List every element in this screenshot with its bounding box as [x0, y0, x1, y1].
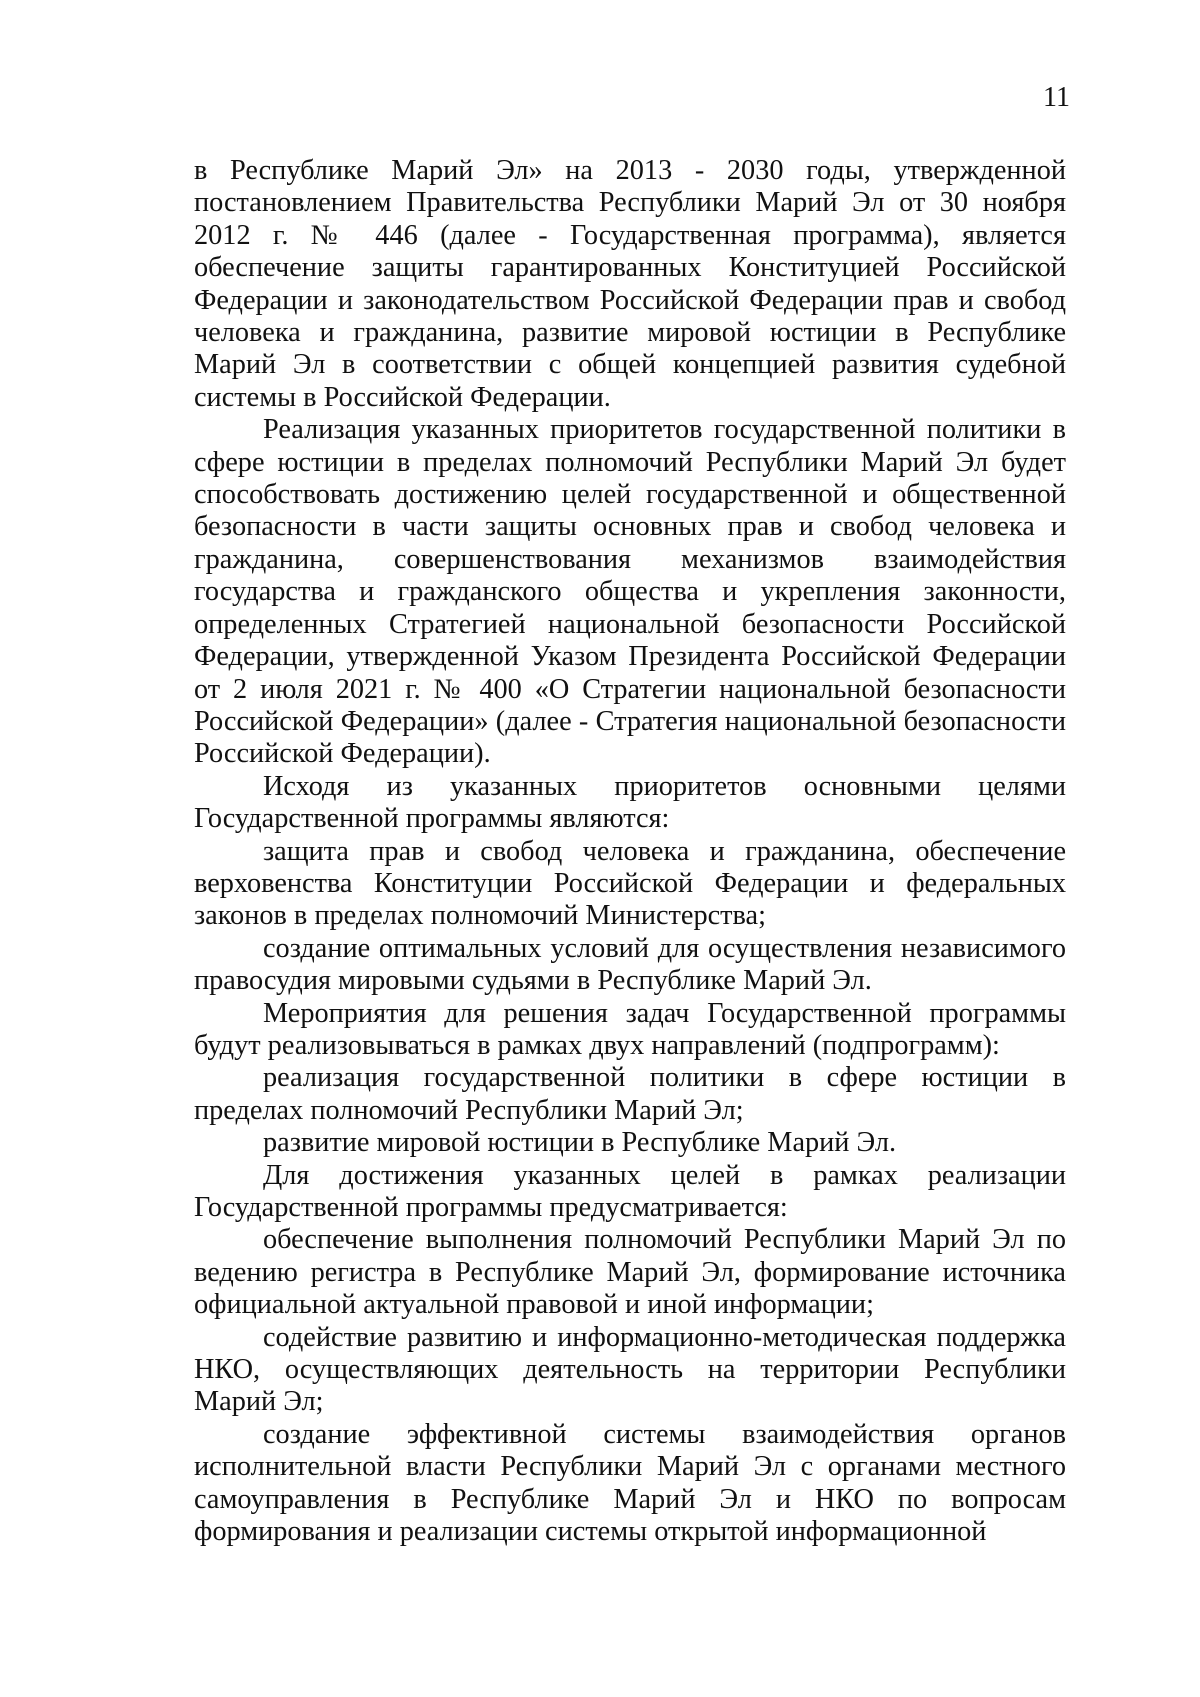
paragraph-2: Реализация указанных приоритетов государственной политики в сфере юстиции в пределах полномочий Республики Марий Эл будет способствовать достижению целей государственной и общественной безопасности в части защиты основных прав и свобод человека и гражданина, совершенствования механизмов взаимодействия государства и гражданского общества и укрепления законности, определенных Стратегией национальной безопасности Российской Федерации, утвержденной Указом Президента Российской Федерации от 2 июля 2021 г. № 400 «О Стратегии национальной безопасности Российской Федерации» (далее - Стратегия национальной безопасности Российской Федерации).	[194, 414, 1066, 770]
paragraph-10: обеспечение выполнения полномочий Республики Марий Эл по ведению регистра в Республике Марий Эл, формирование источника официальной актуальной правовой и иной информации;	[194, 1224, 1066, 1321]
page-number: 11	[1043, 82, 1070, 113]
paragraph-9: Для достижения указанных целей в рамках реализации Государственной программы предусматривается:	[194, 1159, 1066, 1223]
paragraph-1: в Республике Марий Эл» на 2013 - 2030 годы, утвержденной постановлением Правительства Республики Марий Эл от 30 ноября 2012 г. № 446 (далее - Государственная программа), является обеспечение защиты гарантированных Конституцией Российской Федерации и законодательством Российской Федерации прав и свобод человека и гражданина, развитие мировой юстиции в Республике Марий Эл в соответствии с общей концепцией развития судебной системы в Российской Федерации.	[194, 155, 1066, 413]
paragraph-5: создание оптимальных условий для осуществления независимого правосудия мировыми судьями в Республике Марий Эл.	[194, 932, 1066, 997]
document-body	[194, 155, 1066, 1548]
paragraph-8: развитие мировой юстиции в Республике Марий Эл.	[263, 1127, 897, 1159]
paragraph-12: создание эффективной системы взаимодействия органов исполнительной власти Республики Марий Эл с органами местного самоуправления в Республике Марий Эл и НКО по вопросам формирования и реализации системы открытой информационной	[194, 1418, 1066, 1548]
paragraph-7: реализация государственной политики в сфере юстиции в пределах полномочий Республики Марий Эл;	[194, 1062, 1066, 1126]
paragraph-11: содействие развитию и информационно-методическая поддержка НКО, осуществляющих деятельность на территории Республики Марий Эл;	[194, 1321, 1066, 1418]
paragraph-3: Исходя из указанных приоритетов основными целями Государственной программы являются:	[194, 770, 1066, 835]
paragraph-4: защита прав и свобод человека и гражданина, обеспечение верховенства Конституции Российской Федерации и федеральных законов в пределах полномочий Министерства;	[194, 835, 1066, 932]
paragraph-6: Мероприятия для решения задач Государственной программы будут реализовываться в рамках двух направлений (подпрограмм):	[194, 997, 1066, 1061]
